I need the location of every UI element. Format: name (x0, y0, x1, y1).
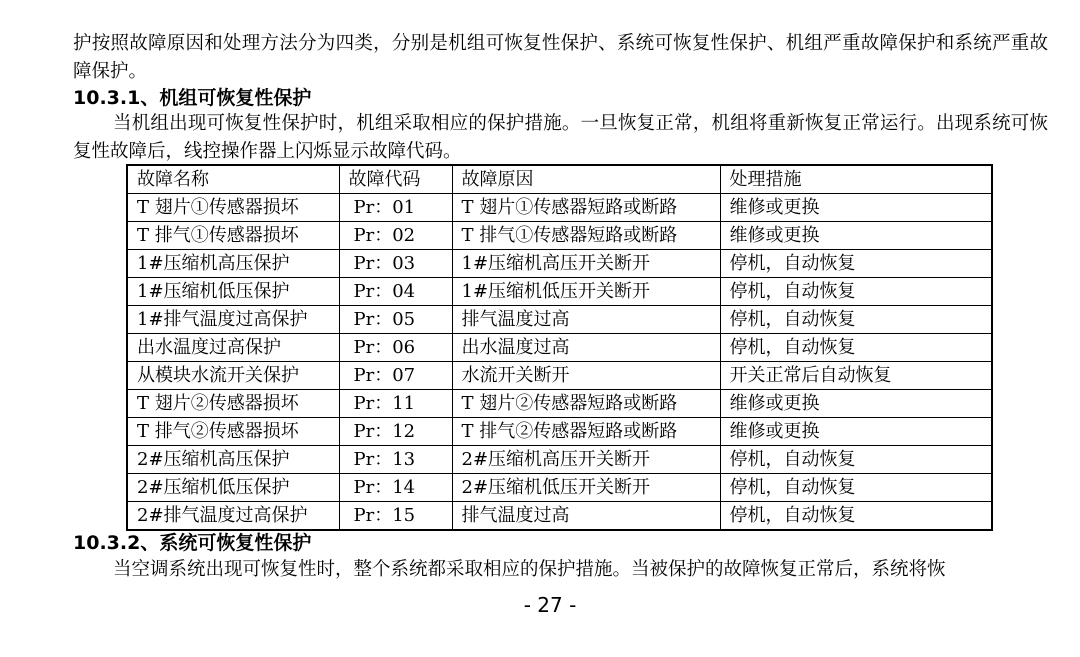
fault-code-cell: Pr：06 (339, 334, 452, 362)
fault-cause-cell: 2#压缩机高压开关断开 (452, 446, 720, 474)
fault-code-cell: Pr：12 (339, 418, 452, 446)
fault-cause-cell: 1#压缩机低压开关断开 (452, 278, 720, 306)
handling-measure-cell: 停机，自动恢复 (720, 502, 992, 531)
fault-name-cell: 1#排气温度过高保护 (127, 306, 339, 334)
fault-name-cell: T 翅片①传感器损坏 (127, 194, 339, 222)
handling-measure-cell: 维修或更换 (720, 390, 992, 418)
header-fault-cause: 故障原因 (452, 165, 720, 194)
fault-name-cell: 1#压缩机低压保护 (127, 278, 339, 306)
handling-measure-cell: 停机，自动恢复 (720, 306, 992, 334)
fault-code-cell: Pr：14 (339, 474, 452, 502)
fault-cause-cell: T 排气①传感器短路或断路 (452, 222, 720, 250)
table-row (127, 334, 992, 362)
section-1-paragraph: 当机组出现可恢复性保护时，机组采取相应的保护措施。一旦恢复正常，机组将重新恢复正常运行。出现系统可恢复性故障后，线控操作器上闪烁显示故障代码。 (73, 113, 1048, 162)
header-handling-measure: 处理措施 (720, 165, 992, 194)
handling-measure-cell: 开关正常后自动恢复 (720, 362, 992, 390)
section-2-paragraph: 当空调系统出现可恢复性时，整个系统都采取相应的保护措施。当被保护的故障恢复正常后，系统将恢 (113, 559, 946, 580)
fault-cause-cell: T 翅片②传感器短路或断路 (452, 390, 720, 418)
fault-code-cell: Pr：15 (339, 502, 452, 531)
fault-code-cell: Pr：02 (339, 222, 452, 250)
handling-measure-cell: 停机，自动恢复 (720, 250, 992, 278)
fault-name-cell: T 排气②传感器损坏 (127, 418, 339, 446)
fault-name-cell: 从模块水流开关保护 (127, 362, 339, 390)
fault-code-table (126, 164, 993, 531)
handling-measure-cell: 维修或更换 (720, 418, 992, 446)
fault-cause-cell: T 排气②传感器短路或断路 (452, 418, 720, 446)
page-number: - 27 - (523, 593, 577, 617)
table-row (127, 474, 992, 502)
fault-cause-cell: 2#压缩机低压开关断开 (452, 474, 720, 502)
handling-measure-cell: 停机，自动恢复 (720, 334, 992, 362)
fault-code-cell: Pr：07 (339, 362, 452, 390)
header-fault-name: 故障名称 (127, 165, 339, 194)
fault-cause-cell: 1#压缩机高压开关断开 (452, 250, 720, 278)
fault-name-cell: 2#压缩机低压保护 (127, 474, 339, 502)
fault-code-cell: Pr：03 (339, 250, 452, 278)
table-row (127, 390, 992, 418)
header-fault-code: 故障代码 (339, 165, 452, 194)
table-row (127, 502, 992, 531)
fault-code-cell: Pr：13 (339, 446, 452, 474)
fault-code-cell: Pr：11 (339, 390, 452, 418)
fault-cause-cell: 水流开关断开 (452, 362, 720, 390)
table-row (127, 278, 992, 306)
table-row (127, 250, 992, 278)
handling-measure-cell: 维修或更换 (720, 194, 992, 222)
fault-cause-cell: 出水温度过高 (452, 334, 720, 362)
handling-measure-cell: 维修或更换 (720, 222, 992, 250)
table-row (127, 306, 992, 334)
table-row (127, 418, 992, 446)
fault-name-cell: 出水温度过高保护 (127, 334, 339, 362)
handling-measure-cell: 停机，自动恢复 (720, 474, 992, 502)
section-heading-10-3-1: 10.3.1、机组可恢复性保护 (73, 87, 312, 109)
table-row (127, 446, 992, 474)
fault-code-cell: Pr：04 (339, 278, 452, 306)
handling-measure-cell: 停机，自动恢复 (720, 446, 992, 474)
handling-measure-cell: 停机，自动恢复 (720, 278, 992, 306)
fault-name-cell: 1#压缩机高压保护 (127, 250, 339, 278)
table-row (127, 194, 992, 222)
fault-name-cell: 2#排气温度过高保护 (127, 502, 339, 531)
fault-code-cell: Pr：05 (339, 306, 452, 334)
table-row (127, 222, 992, 250)
intro-paragraph: 护按照故障原因和处理方法分为四类，分别是机组可恢复性保护、系统可恢复性保护、机组严重故障保护和系统严重故障保护。 (73, 33, 1048, 82)
section-heading-10-3-2: 10.3.2、系统可恢复性保护 (73, 532, 312, 554)
fault-code-cell: Pr：01 (339, 194, 452, 222)
fault-name-cell: T 翅片②传感器损坏 (127, 390, 339, 418)
fault-name-cell: 2#压缩机高压保护 (127, 446, 339, 474)
table-header-row (127, 165, 992, 194)
fault-name-cell: T 排气①传感器损坏 (127, 222, 339, 250)
table-row (127, 362, 992, 390)
fault-cause-cell: 排气温度过高 (452, 502, 720, 531)
fault-cause-cell: 排气温度过高 (452, 306, 720, 334)
fault-cause-cell: T 翅片①传感器短路或断路 (452, 194, 720, 222)
